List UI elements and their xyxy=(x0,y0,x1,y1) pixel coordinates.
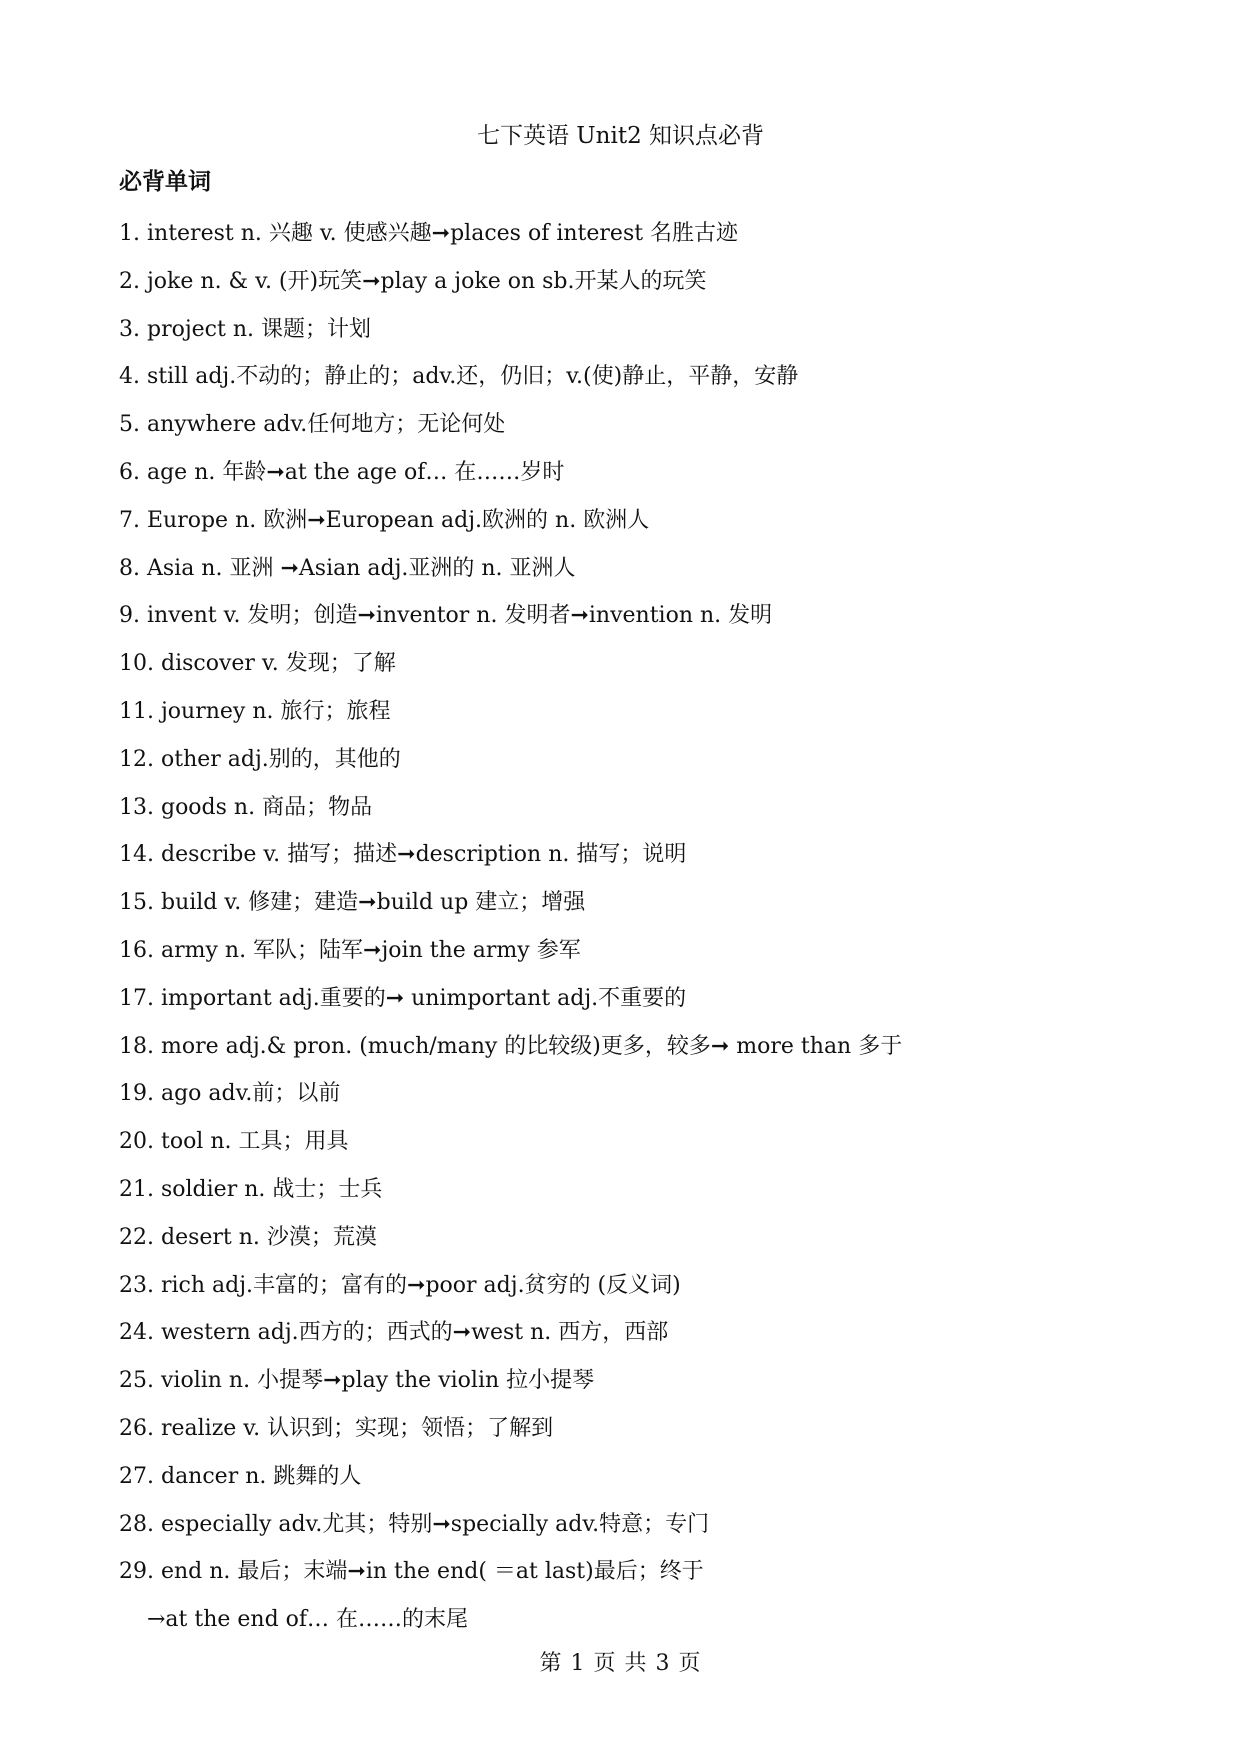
vocabulary-entry: 18. more adj.& pron. (much/many 的比较级)更多，较多➞ more than 多于 xyxy=(119,1033,903,1059)
vocabulary-entry: 26. realize v. 认识到；实现；领悟；了解到 xyxy=(119,1415,554,1441)
vocabulary-entry: 17. important adj.重要的➞ unimportant adj.不重要的 xyxy=(119,985,687,1011)
vocabulary-entry: 15. build v. 修建；建造➞build up 建立；增强 xyxy=(119,890,586,916)
section-heading: 必背单词 xyxy=(119,169,211,195)
vocabulary-entry: 3. project n. 课题；计划 xyxy=(119,316,371,342)
vocabulary-entry: 9. invent v. 发明；创造➞inventor n. 发明者➞invention n. 发明 xyxy=(119,603,773,629)
vocabulary-entry: 20. tool n. 工具；用具 xyxy=(119,1129,349,1155)
vocabulary-entry: 12. other adj.别的，其他的 xyxy=(119,746,401,772)
vocabulary-entry: 5. anywhere adv.任何地方；无论何处 xyxy=(119,412,506,438)
vocabulary-entry: 27. dancer n. 跳舞的人 xyxy=(119,1463,362,1489)
vocabulary-entry: 21. soldier n. 战士；士兵 xyxy=(119,1176,383,1202)
vocabulary-entry: 11. journey n. 旅行；旅程 xyxy=(119,698,391,724)
vocabulary-entry: 6. age n. 年龄➞at the age of… 在……岁时 xyxy=(119,459,565,485)
vocabulary-entry: 1. interest n. 兴趣 v. 使感兴趣➞places of interest 名胜古迹 xyxy=(119,221,739,246)
vocabulary-entry: 8. Asia n. 亚洲 ➞Asian adj.亚洲的 n. 亚洲人 xyxy=(119,555,576,581)
document-title: 七下英语 Unit2 知识点必背 xyxy=(476,123,765,149)
vocabulary-list xyxy=(119,210,1129,1644)
vocabulary-entry: 16. army n. 军队；陆军➞join the army 参军 xyxy=(119,937,581,963)
vocabulary-entry: 7. Europe n. 欧洲➞European adj.欧洲的 n. 欧洲人 xyxy=(119,507,650,533)
vocabulary-entry: 19. ago adv.前；以前 xyxy=(119,1081,341,1107)
vocabulary-entry: 22. desert n. 沙漠；荒漠 xyxy=(119,1224,377,1250)
vocabulary-entry: 4. still adj.不动的；静止的；adv.还，仍旧；v.(使)静止，平静，安静 xyxy=(119,364,799,390)
vocabulary-entry: 14. describe v. 描写；描述➞description n. 描写；说明 xyxy=(119,842,687,868)
vocabulary-entry: 29. end n. 最后；末端➞in the end( ＝at last)最后；终于 xyxy=(119,1559,704,1585)
vocabulary-entry: 23. rich adj.丰富的；富有的➞poor adj.贫穷的 (反义词) xyxy=(119,1272,681,1298)
vocabulary-entry: 2. joke n. & v. (开)玩笑➞play a joke on sb.开某人的玩笑 xyxy=(119,268,707,294)
vocabulary-entry: 10. discover v. 发现；了解 xyxy=(119,651,396,677)
page-number: 第 1 页 共 3 页 xyxy=(539,1651,702,1676)
vocabulary-entry-continuation: →at the end of… 在……的末尾 xyxy=(147,1607,469,1633)
vocabulary-entry: 24. western adj.西方的；西式的➞west n. 西方，西部 xyxy=(119,1320,669,1346)
vocabulary-entry: 25. violin n. 小提琴➞play the violin 拉小提琴 xyxy=(119,1368,595,1394)
vocabulary-entry: 28. especially adv.尤其；特别➞specially adv.特意；专门 xyxy=(119,1511,710,1537)
vocabulary-entry: 13. goods n. 商品；物品 xyxy=(119,794,373,820)
